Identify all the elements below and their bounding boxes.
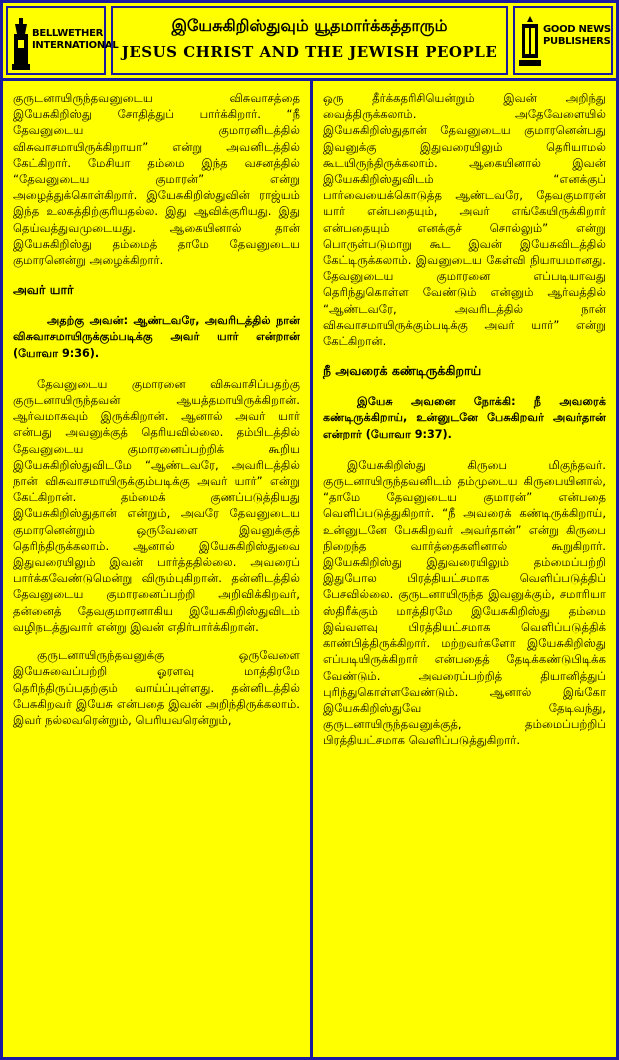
right-paragraph-2: இயேசுகிறிஸ்து கிருபை மிகுந்தவர். குருடனாயிருந்தவனிடம் தம்முடைய கிருபையினால், “தாமே தேவனுடைய குமாரன்” என்பதை வெளிப்படுத்துகிறார். “நீ அவரைக் கண்டிருக்கிறாய், உன்னுடனே பேசுகிறவர் அவர்தான்” என்று கிருபை நிறைந்த வார்த்தைகளினால் கூறுகிறார். இயேசுகிறிஸ்து இதுவரையிலும் தம்மைப்பற்றி இதுபோல பிரத்தியட்சமாக வெளிப்படுத்திப் பேசவில்லை. குருடனாயிருந்த இவனுக்கும், சமாரியா ஸ்திரீக்கும் மாத்திரமே இயேசுகிறிஸ்து தம்மை இவ்வளவு பிரத்தியட்சமாக வெளிப்படுத்திக் காண்பித்திருக்கிறார். மற்றவர்களோ இயேசுகிறிஸ்து எப்படியிருக்கிறார் என்பதைத் தேடிக்கண்டுபிடிக்க வேண்டும். அவரைப்பற்றித் தியானித்துப் புரிந்துகொள்ளவேண்டும். ஆனால் இங்கோ இயேசுகிறிஸ்துவே தேடிவந்து, குருடனாயிருந்தவனுக்குத், தம்மைப்பற்றிப் பிரத்தியட்சமாக வெளிப்படுத்துகிறார். bbox=[323, 457, 606, 748]
header-banner bbox=[3, 3, 616, 81]
title-tamil: இயேசுகிறிஸ்துவும் யூதமார்க்கத்தாரும் bbox=[171, 16, 448, 35]
bellwether-logo bbox=[6, 6, 119, 75]
left-paragraph-3: குருடனாயிருந்தவனுக்கு ஒருவேளை இயேசுவைப்பற்றி ஓரளவு மாத்திரமே தெரிந்திருப்பதற்கும் வாய்ப்புள்ளது. தன்னிடத்தில் பேசுகிறவர் இயேசு என்பதை இவன் அறிந்திருக்கலாம். இவர் நல்லவரென்றும், பெரியவரென்றும், bbox=[13, 648, 300, 727]
section-heading-you-have-seen-him: நீ அவரைக் கண்டிருக்கிறாய் bbox=[323, 363, 482, 379]
left-paragraph-2: தேவனுடைய குமாரனை விசுவாசிப்பதற்கு குருடனாயிருந்தவன் ஆயத்தமாயிருக்கிறான். ஆர்வமாகவும் இருக்கிறான். ஆனால் அவர் யார் என்பது அவனுக்குத் தெரியவில்லை. தம்பிடத்தில் தேவனுடைய குமாரனைப்பற்றிக் கூறிய இயேசுகிறிஸ்துவிடமே “ஆண்டவரே, அவரிடத்தில் நான் விசுவாசமாயிருக்கும்படிக்கு அவர் யார்” என்று கேட்கிறான். தம்மைக் குணப்படுத்தியது இயேசுகிறிஸ்துதான் என்றும், அவரே தேவனுடைய குமாரனென்றும் ஒருவேளை இவனுக்குத் தெரிந்திருக்கலாம். ஆனால் இயேசுகிறிஸ்துவை இதுவரையிலும் இவன் பார்த்ததில்லை. அவரைப் பார்க்கவேண்டுமென்று விரும்புகிறான். தன்னிடத்தில் தேவனுடைய குமாரனைப்பற்றி அறிவிக்கிறவர், தன்னைத் தேவகுமாரனாகிய இயேசுகிறிஸ்துவிடம் வழிநடத்துவார் என்று இவன் எதிர்பார்க்கிறான். bbox=[13, 376, 300, 634]
good-news-logo bbox=[513, 6, 613, 75]
left-column bbox=[3, 84, 310, 1057]
right-column bbox=[313, 84, 616, 1057]
section-heading-who-is-he: அவர் யார் bbox=[13, 282, 74, 298]
logo-left-text: BELLWETHER INTERNATIONAL bbox=[32, 28, 119, 51]
right-paragraph-1: ஒரு தீர்க்கதரிசியென்றும் இவன் அறிந்து வைத்திருக்கலாம். அதேவேளையில் இயேசுகிறிஸ்துதான் தேவனுடைய குமாரனென்பது இவனுக்கு இதுவரையிலும் தெரியாமல் கூடயிருந்திருக்கலாம். ஆகையினால் இவன் இயேசுகிறிஸ்துவிடம் “எனக்குப் பார்வையைக்கொடுத்த ஆண்டவரே, தேவகுமாரன் யார் என்பதையும், அவர் எங்கேயிருக்கிறார் என்பதையும் எனக்குச் சொல்லும்” என்று பொருள்படுமாறு கூட இவன் இயேசுவிடத்தில் கேட்டிருக்கலாம். இவனுடைய கேள்வி நியாயமானது. தேவனுடைய குமாரனை எப்படியாவது தெரிந்துகொள்ள வேண்டும் என்னும் ஆர்வத்தில் “ஆண்டவரே, அவரிடத்தில் நான் விசுவாசமாயிருக்கும்படிக்கு அவர் யார்” என்று கேட்கிறான். bbox=[323, 91, 606, 349]
logo-right-text: GOOD NEWS PUBLISHERS bbox=[543, 24, 611, 47]
title-box bbox=[111, 6, 508, 75]
title-english: JESUS CHRIST AND THE JEWISH PEOPLE bbox=[121, 43, 498, 61]
bell-tower-icon bbox=[12, 18, 30, 70]
book-icon bbox=[519, 16, 541, 68]
scripture-verse-john-9-37: இயேசு அவனை நோக்கி: நீ அவரைக் கண்டிருக்கிறாய், உன்னுடனே பேசுகிறவர் அவர்தான் என்றார் (யோவா 9:37). bbox=[323, 395, 606, 441]
left-paragraph-1: குருடனாயிருந்தவனுடைய விசுவாசத்தை இயேசுகிறிஸ்து சோதித்துப் பார்க்கிறார். “நீ தேவனுடைய குமாரனிடத்தில் விசுவாசமாயிருக்கிறாயா” என்று அவனிடத்தில் கேட்கிறார். மேசியா தம்மை இந்த வசனத்தில் “தேவனுடைய குமாரன்” என்று அழைத்துக்கொள்கிறார். இயேசுகிறிஸ்துவின் ராஜ்யம் இந்த உலகத்திற்குரியதல்ல. இது ஆவிக்குரியது. இது தெய்வத்துவமுடையது. ஆகையினால் தான் இயேசுகிறிஸ்து தம்மைத் தாமே தேவனுடைய குமாரனென்று அழைக்கிறார். bbox=[13, 91, 300, 268]
scripture-verse-john-9-36: அதற்கு அவன்: ஆண்டவரே, அவரிடத்தில் நான் விசுவாசமாயிருக்கும்படிக்கு அவர் யார் என்றான் (யோவா 9:36). bbox=[13, 314, 300, 360]
